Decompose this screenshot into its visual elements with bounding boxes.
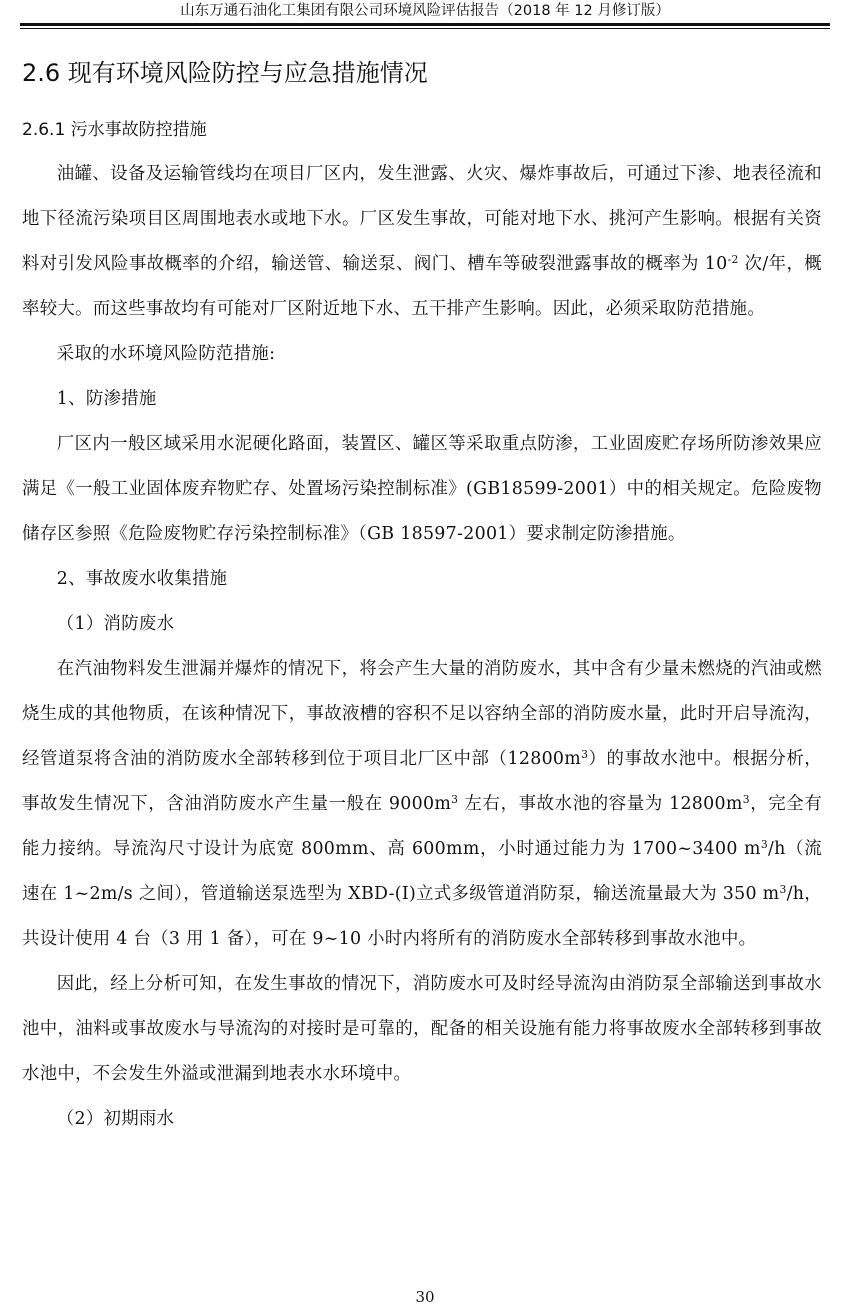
section-title: 2.6 现有环境风险防控与应急措施情况	[22, 59, 428, 87]
page-header: 山东万通石油化工集团有限公司环境风险评估报告（2018 年 12 月修订版）	[180, 3, 670, 19]
text-run: /h（流速在 1~2m/s 之间），管道输送泵选型为 XBD-(I)立式多级管道消防泵，输送流量最大为 350 m	[22, 839, 822, 904]
text-run: 左右，事故水池的容量为 12800m	[458, 794, 743, 814]
header-rule-thick	[20, 23, 830, 26]
text-run: 次/年，概率较大。而这些事故均有可能对厂区附近地下水、五干排产生影响。因此，必须采取防范措施。	[22, 254, 822, 319]
paragraph-anti-seepage: 厂区内一般区域采用水泥硬化路面，装置区、罐区等采取重点防渗，工业固废贮存场所防渗效果应满足《一般工业固体废弃物贮存、处置场污染控制标准》(GB18599-2001）中的相关规定。危险废物储存区参照《危险废物贮存污染控制标准》（GB 18597-2001）要求制定防渗措施。	[22, 434, 822, 544]
superscript: 3	[760, 838, 768, 852]
text-run: 在汽油物料发生泄漏并爆炸的情况下，将会产生大量的消防废水，其中含有少量未燃烧的汽油或燃烧生成的其他物质，在该种情况下，事故液槽的容积不足以容纳全部的消防废水量，此时开启导流沟，经管道泵将含油的消防废水全部转移到位于项目北厂区中部（12800m	[22, 659, 822, 769]
superscript: 3	[451, 793, 459, 807]
document-body	[22, 58, 822, 1142]
list-subheading-fire-wastewater: （1）消防废水	[56, 614, 175, 634]
text-run: ）的事故水池中。根据分析，事故发生情况下，含油消防废水产生量一般在 9000m	[22, 749, 822, 814]
subsection-title: 2.6.1 污水事故防控措施	[22, 120, 207, 140]
paragraph-measures-intro: 采取的水环境风险防范措施:	[56, 344, 276, 364]
page-number: 30	[415, 1288, 435, 1306]
paragraph-fire-wastewater	[22, 647, 822, 962]
header-rule-thin	[20, 28, 830, 29]
list-heading-anti-seepage: 1、防渗措施	[56, 389, 157, 409]
paragraph-accident-risk	[22, 152, 822, 332]
list-subheading-initial-rainwater: （2）初期雨水	[56, 1109, 175, 1129]
text-run: 油罐、设备及运输管线均在项目厂区内，发生泄露、火灾、爆炸事故后，可通过下渗、地表径流和地下径流污染项目区周围地表水或地下水。厂区发生事故，可能对地下水、挑河产生影响。根据有关资料对引发风险事故概率的介绍，输送管、输送泵、阀门、槽车等破裂泄露事故的概率为 10	[22, 164, 822, 274]
text-run: /h，共设计使用 4 台（3 用 1 备），可在 9~10 小时内将所有的消防废水全部转移到事故水池中。	[22, 884, 822, 949]
superscript: 3	[779, 883, 787, 897]
superscript: 3	[581, 748, 589, 762]
list-heading-wastewater-collection: 2、事故废水收集措施	[56, 569, 228, 589]
superscript: 3	[742, 793, 750, 807]
superscript: -2	[727, 253, 739, 267]
paragraph-conclusion: 因此，经上分析可知，在发生事故的情况下，消防废水可及时经导流沟由消防泵全部输送到事故水池中，油料或事故废水与导流沟的对接时是可靠的，配备的相关设施有能力将事故废水全部转移到事故水池中，不会发生外溢或泄漏到地表水水环境中。	[22, 974, 822, 1084]
text-run: ，完全有能力接纳。导流沟尺寸设计为底宽 800mm、高 600mm，小时通过能力为 1700~3400 m	[22, 794, 823, 859]
